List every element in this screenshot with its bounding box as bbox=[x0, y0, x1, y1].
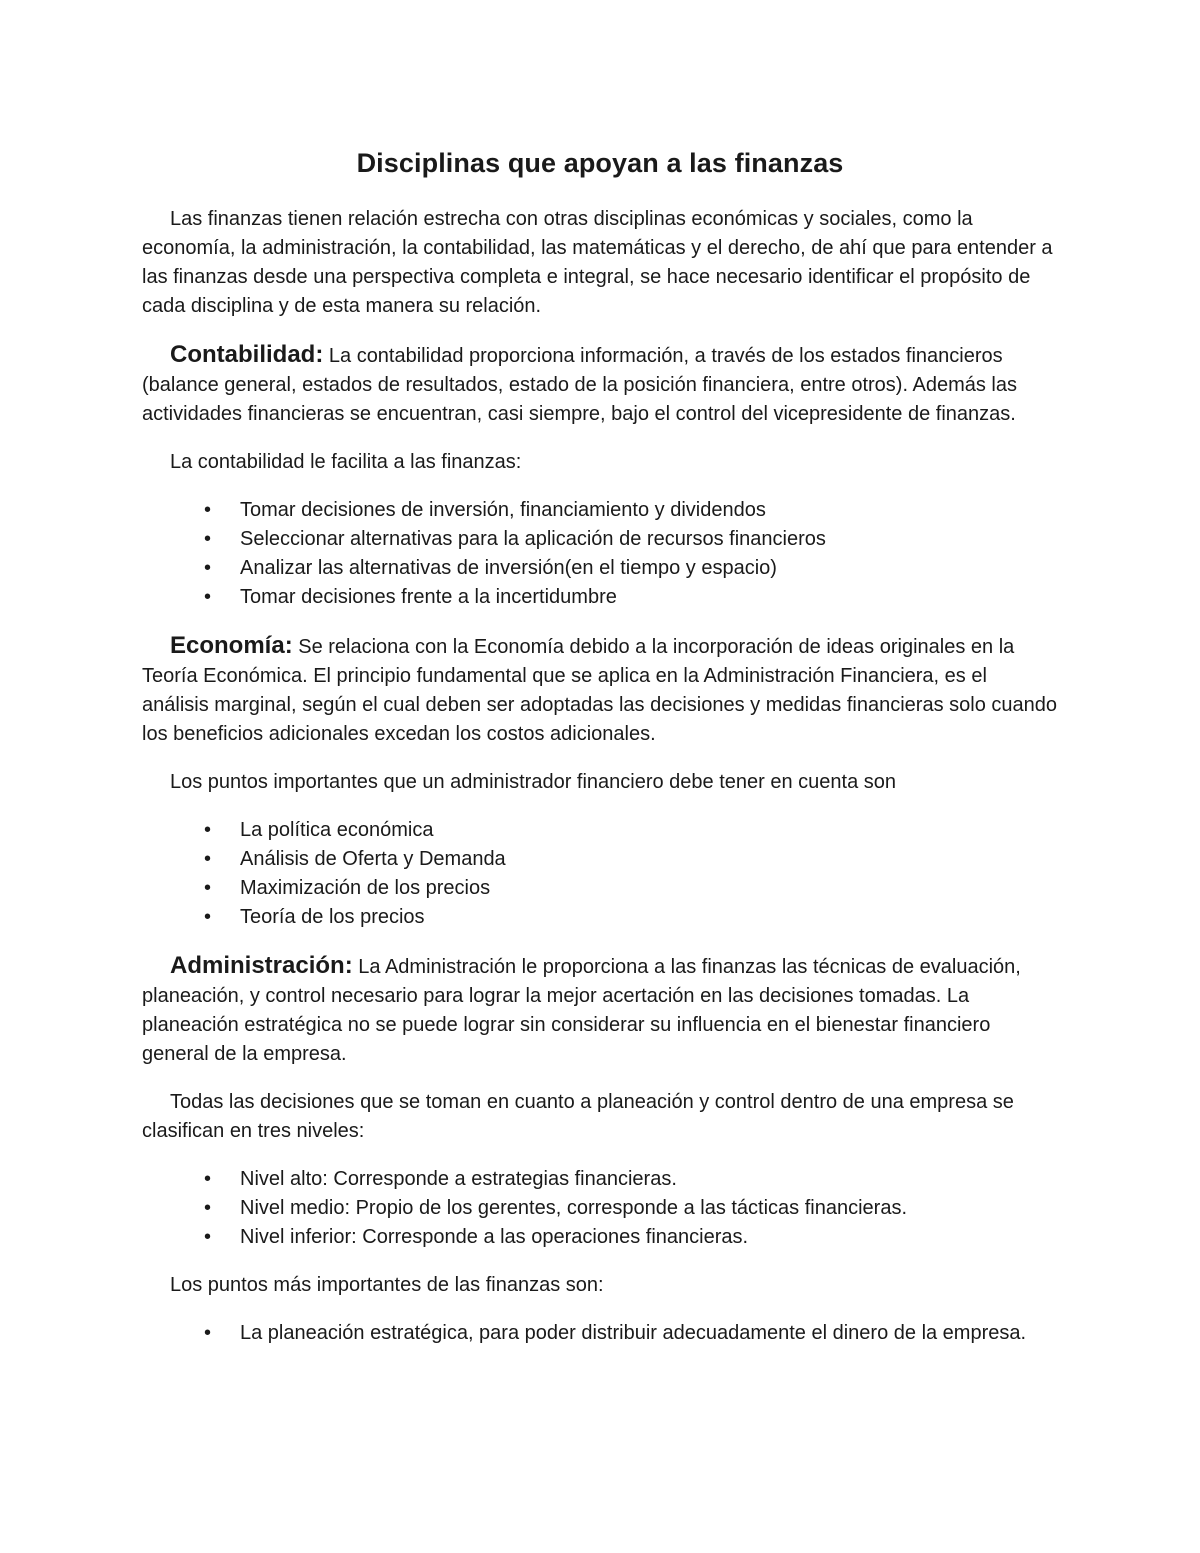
list-item: • Nivel inferior: Corresponde a las operaciones financieras. bbox=[142, 1223, 1058, 1252]
economia-heading: Economía: bbox=[170, 632, 293, 659]
list-item: • Seleccionar alternativas para la aplicación de recursos financieros bbox=[142, 525, 1058, 554]
economia-paragraph bbox=[142, 631, 1058, 749]
puntos-list bbox=[142, 1319, 1058, 1348]
bullet-icon: • bbox=[204, 906, 212, 928]
list-item: • Teoría de los precios bbox=[142, 903, 1058, 932]
economia-list bbox=[142, 816, 1058, 932]
contabilidad-paragraph bbox=[142, 340, 1058, 429]
administracion-list-intro: Todas las decisiones que se toman en cuanto a planeación y control dentro de una empresa se clasifican en tres niveles: bbox=[142, 1091, 1014, 1142]
administracion-text: La Administración le proporciona a las finanzas las técnicas de evaluación, planeación, y control necesario para lograr la mejor acertación en las decisiones tomadas. La planeación estratégica no se puede lograr sin considerar su influencia en el bienestar financiero general de la empresa. bbox=[142, 956, 1021, 1065]
bullet-icon: • bbox=[204, 528, 212, 550]
list-item: • La planeación estratégica, para poder distribuir adecuadamente el dinero de la empresa. bbox=[142, 1319, 1058, 1348]
intro-paragraph: Las finanzas tienen relación estrecha con otras disciplinas económicas y sociales, como la economía, la administración, la contabilidad, las matemáticas y el derecho, de ahí que para entender a las finanzas desde una perspectiva completa e integral, se hace necesario identificar el propósito de cada disciplina y de esta manera su relación. bbox=[142, 208, 1053, 317]
bullet-icon: • bbox=[204, 877, 212, 899]
list-item: • La política económica bbox=[142, 816, 1058, 845]
bullet-icon: • bbox=[204, 1226, 212, 1248]
bullet-icon: • bbox=[204, 1168, 212, 1190]
list-item: • Nivel alto: Corresponde a estrategias financieras. bbox=[142, 1165, 1058, 1194]
economia-text: Se relaciona con la Economía debido a la incorporación de ideas originales en la Teoría Económica. El principio fundamental que se aplica en la Administración Financiera, es el análisis marginal, según el cual deben ser adoptadas las decisiones y medidas financieras solo cuando los beneficios adicionales excedan los costos adicionales. bbox=[142, 636, 1057, 745]
contabilidad-list-intro: La contabilidad le facilita a las finanzas: bbox=[170, 451, 522, 473]
contabilidad-heading: Contabilidad: bbox=[170, 341, 324, 368]
list-item: • Análisis de Oferta y Demanda bbox=[142, 845, 1058, 874]
bullet-icon: • bbox=[204, 819, 212, 841]
economia-list-intro: Los puntos importantes que un administrador financiero debe tener en cuenta son bbox=[170, 771, 897, 793]
list-item: • Tomar decisiones frente a la incertidumbre bbox=[142, 583, 1058, 612]
administracion-list bbox=[142, 1165, 1058, 1252]
contabilidad-list bbox=[142, 496, 1058, 612]
document-page bbox=[142, 143, 1058, 1367]
list-item: • Analizar las alternativas de inversión(en el tiempo y espacio) bbox=[142, 554, 1058, 583]
bullet-icon: • bbox=[204, 499, 212, 521]
administracion-paragraph bbox=[142, 951, 1058, 1069]
list-item: • Tomar decisiones de inversión, financiamiento y dividendos bbox=[142, 496, 1058, 525]
bullet-icon: • bbox=[204, 1322, 212, 1344]
bullet-icon: • bbox=[204, 848, 212, 870]
administracion-heading: Administración: bbox=[170, 952, 353, 979]
list-item: • Nivel medio: Propio de los gerentes, corresponde a las tácticas financieras. bbox=[142, 1194, 1058, 1223]
bullet-icon: • bbox=[204, 1197, 212, 1219]
list-item: • Maximización de los precios bbox=[142, 874, 1058, 903]
bullet-icon: • bbox=[204, 557, 212, 579]
puntos-list-intro: Los puntos más importantes de las finanzas son: bbox=[170, 1274, 604, 1296]
page-title: Disciplinas que apoyan a las finanzas bbox=[356, 148, 844, 178]
bullet-icon: • bbox=[204, 586, 212, 608]
contabilidad-text: La contabilidad proporciona información, a través de los estados financieros (balance general, estados de resultados, estado de la posición financiera, entre otros). Además las actividades financieras se encuentran, casi siempre, bajo el control del vicepresidente de finanzas. bbox=[142, 345, 1017, 425]
